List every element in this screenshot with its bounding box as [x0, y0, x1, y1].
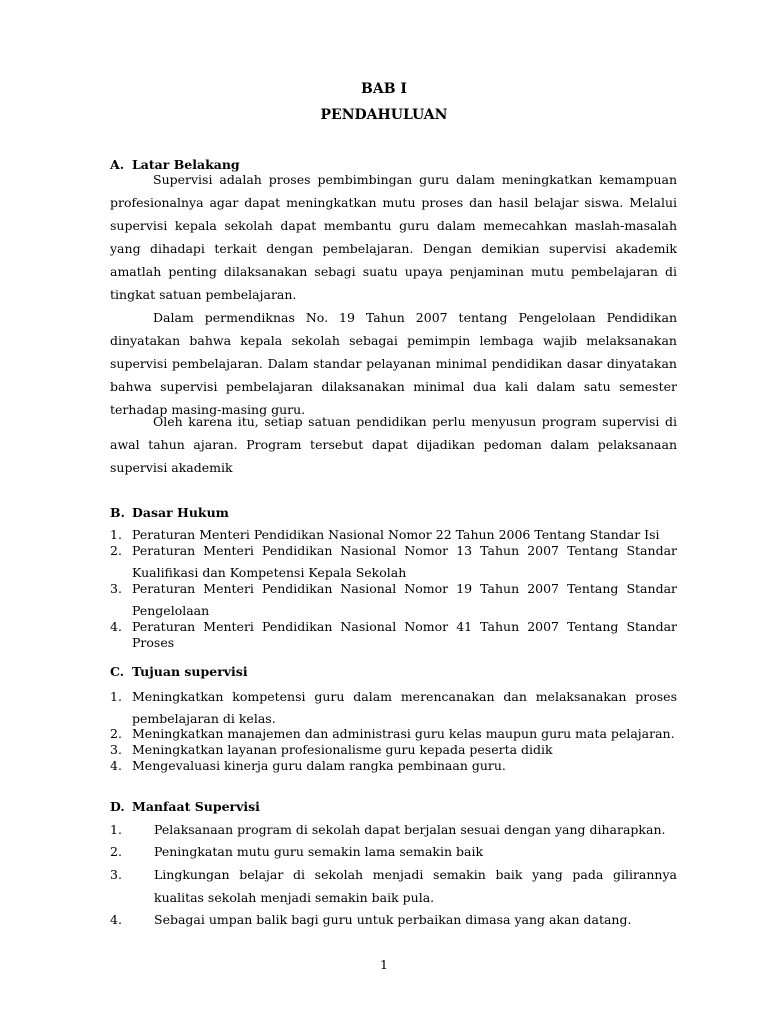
section-a-title: Latar Belakang [132, 157, 240, 172]
section-a-label: A. [110, 157, 125, 172]
benefits-list [110, 819, 677, 931]
section-b-title: Dasar Hukum [132, 505, 229, 520]
list-item: 2. Meningkatkan manajemen dan administrasi guru kelas maupun guru mata pelajaran. [110, 726, 675, 741]
section-d-label: D. [110, 799, 125, 814]
list-item: 1. Peraturan Menteri Pendidikan Nasional Nomor 22 Tahun 2006 Tentang Standar Isi [110, 527, 660, 542]
list-item: 4. Peraturan Menteri Pendidikan Nasional Nomor 41 Tahun 2007 Tentang Standar Proses [110, 619, 677, 650]
section-b-heading [110, 505, 229, 520]
paragraph-2: Dalam permendiknas No. 19 Tahun 2007 tentang Pengelolaan Pendidikan dinyatakan bahwa kepala sekolah sebagai pemimpin lembaga wajib melaksanakan supervisi pembelajaran. Dalam standar pelayanan minimal pendidikan dasar dinyatakan bahwa supervisi pembelajaran dilaksanakan minimal dua kali dalam satu semester terhadap masing-masing guru. [110, 310, 677, 417]
list-item: 2. Peningkatan mutu guru semakin lama semakin baik [110, 844, 484, 859]
list-item: 3. Peraturan Menteri Pendidikan Nasional Nomor 19 Tahun 2007 Tentang Standar Pengelolaan [110, 581, 677, 618]
list-item: 2. Peraturan Menteri Pendidikan Nasional Nomor 13 Tahun 2007 Tentang Standar Kualifikasi dan Kompetensi Kepala Sekolah [110, 543, 677, 580]
chapter-title: PENDAHULUAN [320, 107, 448, 123]
list-item: 1. Pelaksanaan program di sekolah dapat berjalan sesuai dengan yang diharapkan. [110, 822, 666, 837]
paragraph-3: Oleh karena itu, setiap satuan pendidikan perlu menyusun program supervisi di awal tahun ajaran. Program tersebut dapat dijadikan pedoman dalam pelaksanaan supervisi akademik [110, 414, 677, 475]
page-number: 1 [380, 957, 388, 972]
objectives-list [110, 686, 677, 774]
section-c-label: C. [110, 664, 125, 679]
list-item: 3. Lingkungan belajar di sekolah menjadi semakin baik yang pada gilirannya kualitas sekolah menjadi semakin baik pula. [110, 867, 677, 905]
list-item: 1. Meningkatkan kompetensi guru dalam merencanakan dan melaksanakan proses pembelajaran di kelas. [110, 689, 677, 726]
paragraph-1: Supervisi adalah proses pembimbingan guru dalam meningkatkan kemampuan profesionalnya agar dapat meningkatkan mutu proses dan hasil belajar siswa. Melalui supervisi kepala sekolah dapat membantu guru dalam memecahkan maslah-masalah yang dihadapi terkait dengan pembelajaran. Dengan demikian supervisi akademik amatlah penting dilaksanakan sebagi suatu upaya penjaminan mutu pembelajaran di tingkat satuan pembelajaran. [110, 172, 677, 302]
legal-basis-list [110, 527, 677, 651]
section-c-title: Tujuan supervisi [132, 664, 248, 679]
section-b-label: B. [110, 505, 125, 520]
section-d-title: Manfaat Supervisi [132, 799, 260, 814]
list-item: 4. Sebagai umpan balik bagi guru untuk perbaikan dimasa yang akan datang. [110, 912, 632, 927]
list-item: 4. Mengevaluasi kinerja guru dalam rangka pembinaan guru. [110, 758, 506, 773]
list-item: 3. Meningkatkan layanan profesionalisme guru kepada peserta didik [110, 742, 553, 757]
section-c-heading [110, 664, 248, 679]
chapter-number: BAB I [361, 81, 407, 97]
section-d-heading [110, 799, 260, 814]
